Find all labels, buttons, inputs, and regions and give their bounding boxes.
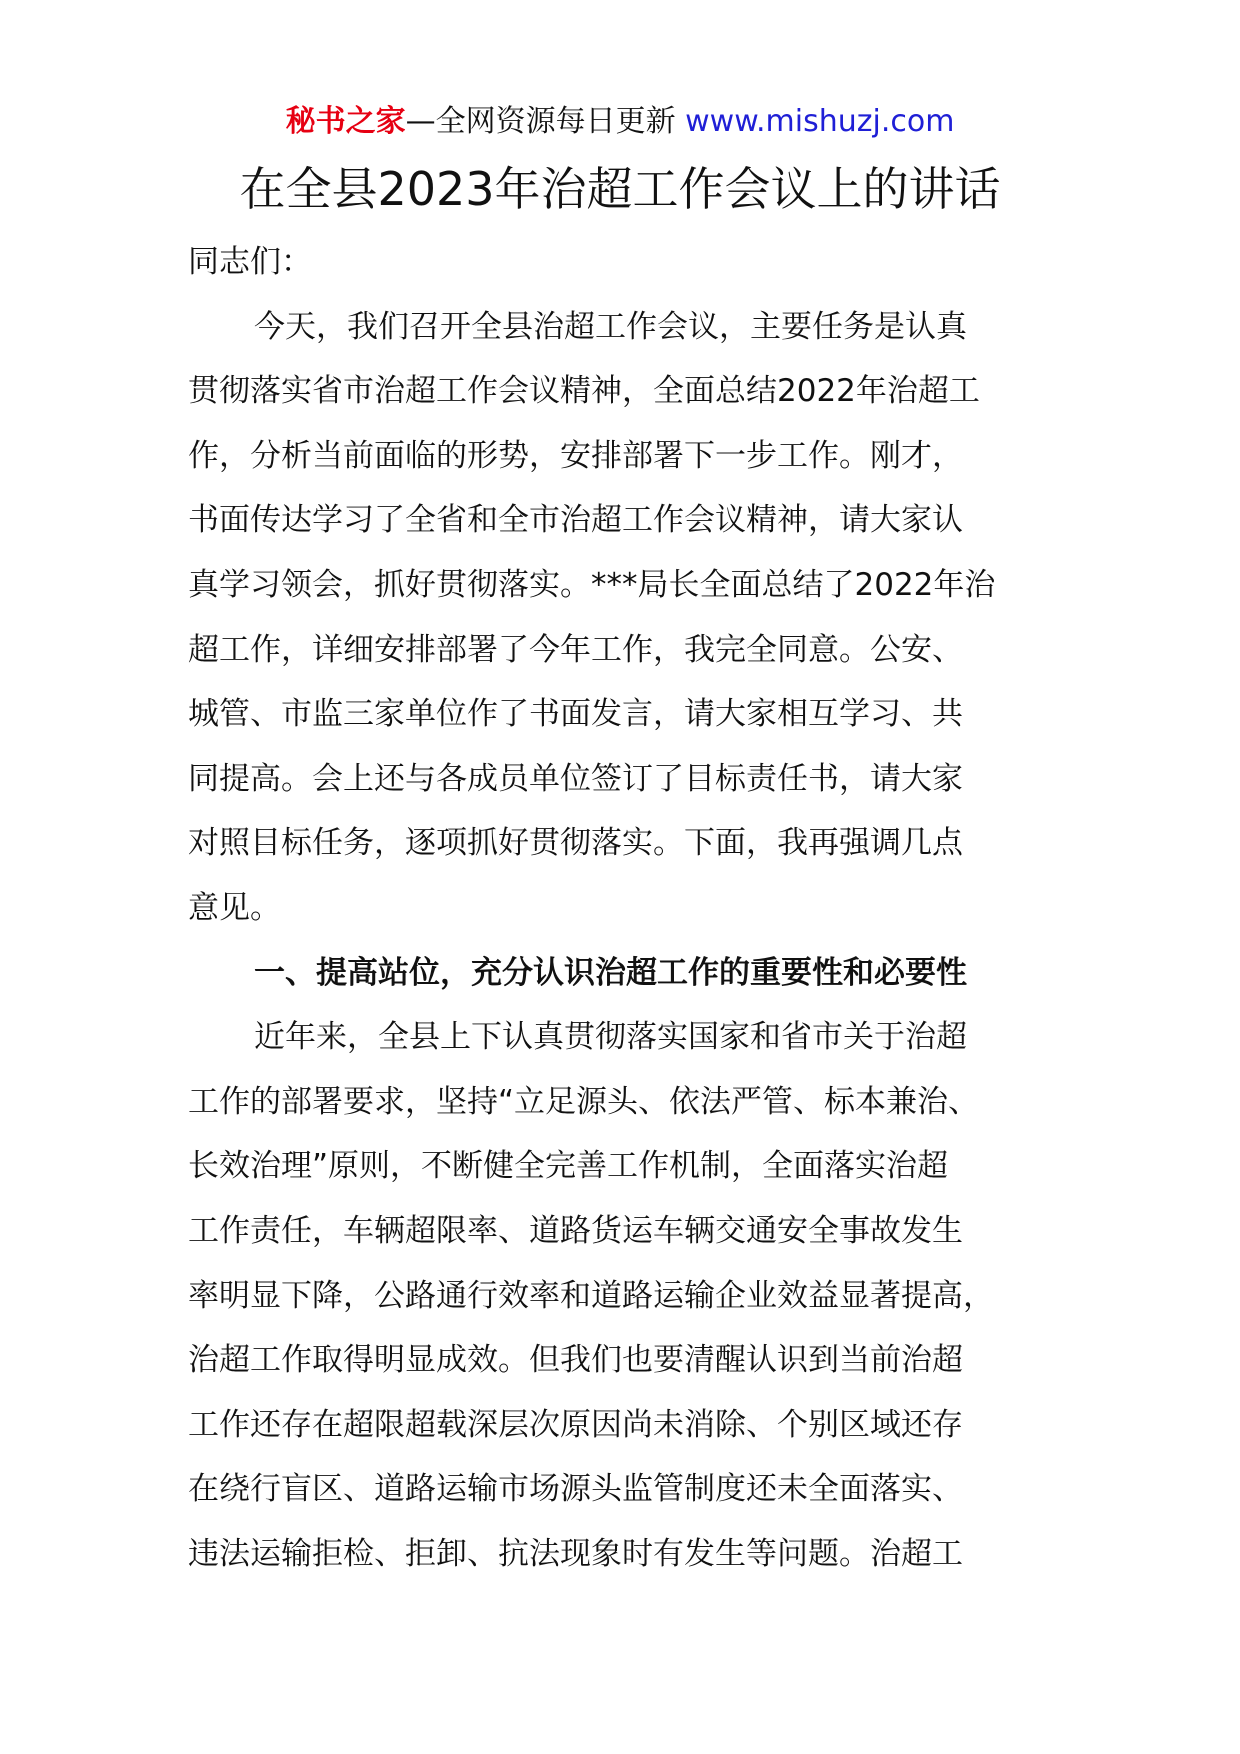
paragraph-line: 治超工作取得明显成效。但我们也要清醒认识到当前治超: [188, 1342, 963, 1379]
paragraph-line: 意见。: [188, 889, 281, 926]
paragraph-line: 对照目标任务，逐项抓好贯彻落实。下面，我再强调几点: [188, 825, 963, 862]
brand-name: 秘书之家: [285, 104, 406, 139]
paragraph-line: 贯彻落实省市治超工作会议精神，全面总结2022年治超工: [188, 373, 980, 410]
paragraph-line: 工作责任，车辆超限率、道路货运车辆交通安全事故发生: [188, 1212, 963, 1249]
paragraph-line: 工作还存在超限超载深层次原因尚未消除、个别区域还存: [188, 1406, 963, 1443]
paragraph-line: 率明显下降，公路通行效率和道路运输企业效益显著提高，: [188, 1277, 994, 1314]
paragraph-line: 同提高。会上还与各成员单位签订了目标责任书，请大家: [188, 760, 963, 797]
paragraph-line: 城管、市监三家单位作了书面发言，请大家相互学习、共: [188, 696, 963, 733]
speech-body: [188, 230, 1068, 1586]
paragraph-line: 长效治理”原则，不断健全完善工作机制，全面落实治超: [188, 1148, 949, 1185]
paragraph-line: 违法运输拒检、拒卸、抗法现象时有发生等问题。治超工: [188, 1535, 963, 1572]
paragraph-line: 书面传达学习了全省和全市治超工作会议精神，请大家认: [188, 502, 963, 539]
document-title: 在全县2023年治超工作会议上的讲话: [239, 162, 1001, 216]
website-link[interactable]: www.mishuzj.com: [685, 104, 955, 139]
site-header: [0, 100, 1240, 144]
paragraph-line: 近年来，全县上下认真贯彻落实国家和省市关于治超: [254, 1019, 967, 1056]
salutation: 同志们：: [188, 244, 312, 280]
paragraph-line: 今天，我们召开全县治超工作会议，主要任务是认真: [254, 308, 967, 345]
paragraph-line: 作，分析当前面临的形势，安排部署下一步工作。刚才，: [188, 437, 963, 474]
header-tagline: —全网资源每日更新: [405, 104, 686, 139]
paragraph-line: 在绕行盲区、道路运输市场源头监管制度还未全面落实、: [188, 1471, 963, 1508]
paragraph-line: 工作的部署要求，坚持“立足源头、依法严管、标本兼治、: [188, 1083, 980, 1120]
paragraph-line: 真学习领会，抓好贯彻落实。***局长全面总结了2022年治: [188, 566, 996, 603]
paragraph-line: 超工作，详细安排部署了今年工作，我完全同意。公安、: [188, 631, 963, 668]
section-heading: 一、提高站位，充分认识治超工作的重要性和必要性: [254, 954, 967, 991]
